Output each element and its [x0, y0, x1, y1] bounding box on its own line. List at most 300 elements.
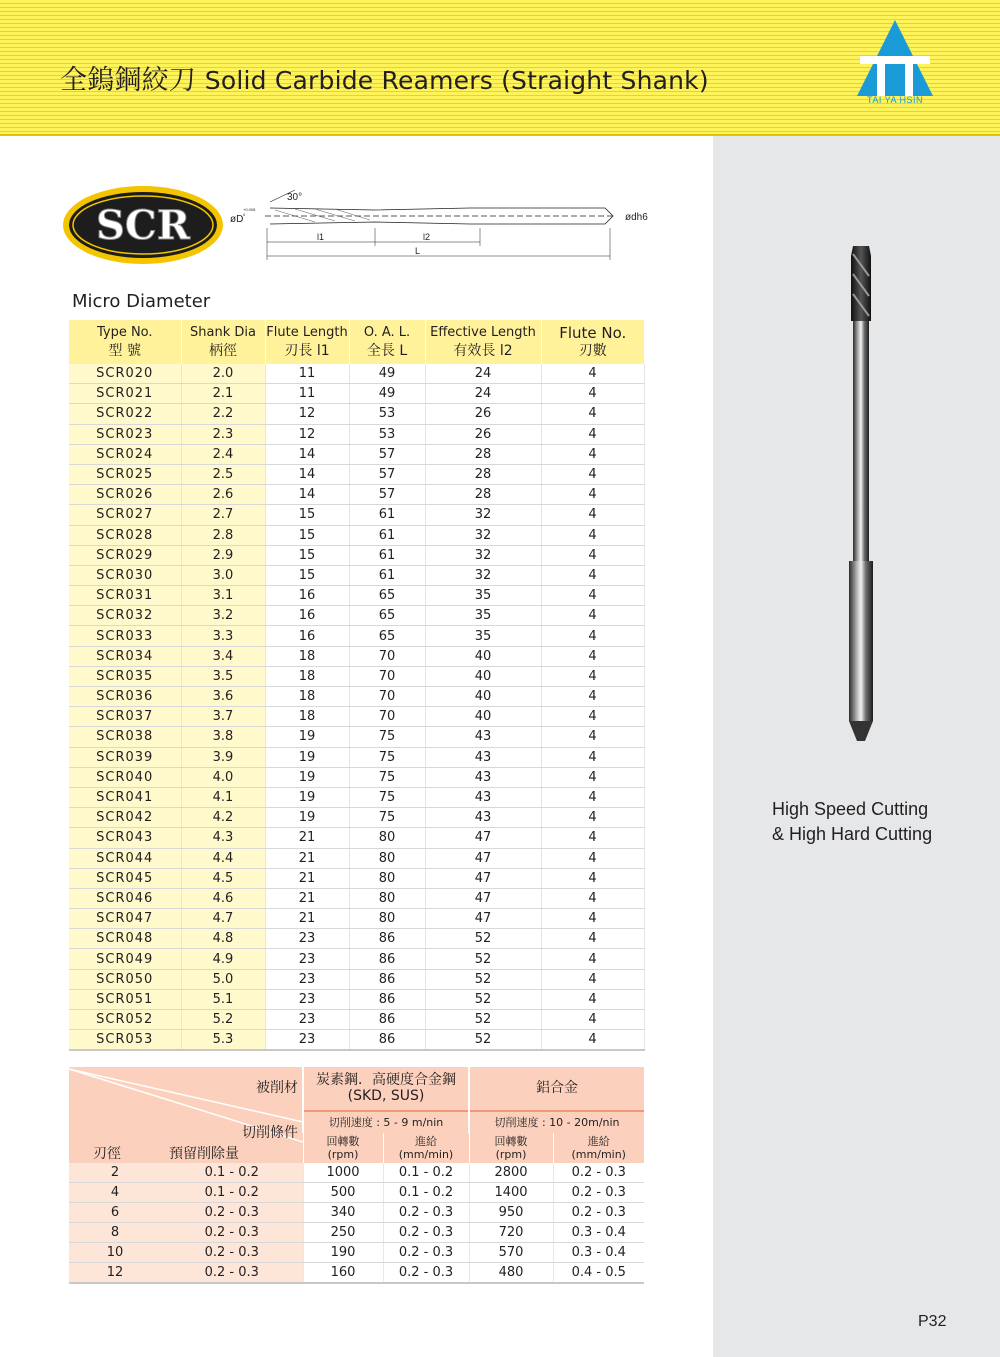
- table-cell: 4: [541, 707, 644, 727]
- table-cell: 2.9: [181, 545, 265, 565]
- table-row: [69, 828, 644, 848]
- table-row: [69, 767, 644, 787]
- table-cell: 16: [265, 606, 349, 626]
- diameter-label: 刃徑: [93, 1146, 121, 1162]
- table-cell: 49: [349, 364, 425, 384]
- spec-header-row: [69, 320, 644, 364]
- table-cell: 0.3 - 0.4: [553, 1243, 644, 1263]
- table-cell: 4: [541, 687, 644, 707]
- table-cell: 19: [265, 747, 349, 767]
- table-row: [69, 747, 644, 767]
- table-cell: 570: [469, 1243, 553, 1263]
- table-cell: 6: [69, 1203, 161, 1223]
- table-cell: 23: [265, 929, 349, 949]
- table-cell: SCR043: [69, 828, 181, 848]
- table-row: [69, 1010, 644, 1030]
- table-cell: 26: [425, 404, 541, 424]
- table-cell: 23: [265, 1010, 349, 1030]
- table-cell: 4: [541, 989, 644, 1009]
- table-row: [69, 626, 644, 646]
- badge-text: SCR: [96, 202, 190, 249]
- table-cell: 80: [349, 828, 425, 848]
- table-cell: 0.1 - 0.2: [161, 1183, 303, 1203]
- table-cell: 8: [69, 1223, 161, 1243]
- table-cell: 52: [425, 929, 541, 949]
- sidebar-panel: [713, 136, 1000, 1357]
- table-cell: SCR020: [69, 364, 181, 384]
- table-cell: 65: [349, 606, 425, 626]
- table-cell: 40: [425, 687, 541, 707]
- table-cell: 190: [303, 1243, 383, 1263]
- table-cell: 4.7: [181, 909, 265, 929]
- l1-label: l1: [317, 232, 325, 242]
- table-cell: SCR021: [69, 384, 181, 404]
- table-cell: 53: [349, 424, 425, 444]
- table-cell: 75: [349, 767, 425, 787]
- table-cell: SCR048: [69, 929, 181, 949]
- table-cell: 15: [265, 565, 349, 585]
- table-cell: 70: [349, 687, 425, 707]
- table-cell: 4: [541, 464, 644, 484]
- table-cell: 47: [425, 888, 541, 908]
- table-cell: 52: [425, 989, 541, 1009]
- table-cell: SCR044: [69, 848, 181, 868]
- table-row: [69, 868, 644, 888]
- table-cell: 47: [425, 868, 541, 888]
- section-title: Micro Diameter: [72, 291, 211, 312]
- table-cell: 24: [425, 364, 541, 384]
- table-cell: 28: [425, 464, 541, 484]
- table-cell: 12: [265, 404, 349, 424]
- title-en: Solid Carbide Reamers (Straight Shank): [204, 66, 709, 95]
- table-row: [69, 545, 644, 565]
- table-cell: 4.3: [181, 828, 265, 848]
- table-cell: SCR038: [69, 727, 181, 747]
- table-cell: SCR034: [69, 646, 181, 666]
- table-cell: 52: [425, 1010, 541, 1030]
- table-cell: 4: [541, 767, 644, 787]
- table-cell: 28: [425, 485, 541, 505]
- table-cell: 1400: [469, 1183, 553, 1203]
- table-cell: SCR033: [69, 626, 181, 646]
- table-row: [69, 444, 644, 464]
- table-cell: 47: [425, 828, 541, 848]
- header-flute-length: Flute Length 刃長 l1: [265, 320, 349, 364]
- table-cell: SCR022: [69, 404, 181, 424]
- reamer-diagram: [225, 188, 665, 268]
- table-cell: 32: [425, 525, 541, 545]
- table-cell: 4: [541, 929, 644, 949]
- table-row: [69, 687, 644, 707]
- table-cell: SCR032: [69, 606, 181, 626]
- table-cell: SCR029: [69, 545, 181, 565]
- table-cell: SCR025: [69, 464, 181, 484]
- table-cell: 4: [541, 868, 644, 888]
- table-row: [69, 1203, 644, 1223]
- condition-label: 切削條件: [242, 1125, 298, 1141]
- table-cell: SCR042: [69, 808, 181, 828]
- header-flute-no: Flute No. 刃數: [541, 320, 644, 364]
- table-cell: 18: [265, 707, 349, 727]
- table-row: [69, 888, 644, 908]
- table-cell: 0.2 - 0.3: [553, 1163, 644, 1183]
- table-cell: 53: [349, 404, 425, 424]
- table-row: [69, 1030, 644, 1051]
- table-cell: 86: [349, 949, 425, 969]
- l2-label: l2: [423, 232, 431, 242]
- table-cell: 4: [541, 969, 644, 989]
- table-cell: SCR052: [69, 1010, 181, 1030]
- title-zh: 全鎢鋼絞刀: [60, 65, 196, 96]
- table-row: [69, 787, 644, 807]
- cutting-table: [69, 1067, 644, 1284]
- table-cell: 43: [425, 787, 541, 807]
- table-cell: 5.2: [181, 1010, 265, 1030]
- table-cell: 4: [541, 747, 644, 767]
- table-cell: 57: [349, 464, 425, 484]
- table-cell: 10: [69, 1243, 161, 1263]
- dh-label: ødh6: [625, 212, 648, 223]
- table-cell: 80: [349, 909, 425, 929]
- angle-label: 30°: [287, 192, 303, 203]
- table-cell: 4: [541, 525, 644, 545]
- table-cell: SCR039: [69, 747, 181, 767]
- table-cell: 0.2 - 0.3: [553, 1183, 644, 1203]
- table-cell: 720: [469, 1223, 553, 1243]
- table-cell: SCR047: [69, 909, 181, 929]
- table-cell: 2.2: [181, 404, 265, 424]
- table-cell: 0.4 - 0.5: [553, 1263, 644, 1284]
- logo-text: TAI YA HSIN: [866, 95, 923, 105]
- table-cell: 80: [349, 848, 425, 868]
- table-cell: 0.2 - 0.3: [383, 1223, 469, 1243]
- table-cell: 47: [425, 848, 541, 868]
- tagline-line1: High Speed Cutting: [772, 799, 929, 819]
- table-cell: 0.2 - 0.3: [383, 1243, 469, 1263]
- table-row: [69, 727, 644, 747]
- table-cell: 18: [265, 646, 349, 666]
- table-cell: 19: [265, 727, 349, 747]
- table-cell: 0.2 - 0.3: [553, 1203, 644, 1223]
- table-cell: 0.2 - 0.3: [383, 1263, 469, 1284]
- table-cell: 3.9: [181, 747, 265, 767]
- table-cell: 75: [349, 727, 425, 747]
- header-effective-length: Effective Length 有效長 l2: [425, 320, 541, 364]
- table-cell: 4: [541, 505, 644, 525]
- table-cell: 4: [541, 828, 644, 848]
- table-cell: 65: [349, 586, 425, 606]
- group1-speed: 切削速度 : 5 - 9 m/nin: [303, 1111, 469, 1133]
- table-cell: 4: [541, 949, 644, 969]
- table-cell: SCR030: [69, 565, 181, 585]
- table-cell: 52: [425, 1030, 541, 1051]
- page-title: [60, 58, 709, 97]
- table-row: [69, 909, 644, 929]
- table-row: [69, 565, 644, 585]
- table-cell: 3.8: [181, 727, 265, 747]
- table-row: [69, 666, 644, 686]
- table-cell: 70: [349, 646, 425, 666]
- table-cell: SCR046: [69, 888, 181, 908]
- table-cell: 2.7: [181, 505, 265, 525]
- table-cell: 3.0: [181, 565, 265, 585]
- table-cell: SCR024: [69, 444, 181, 464]
- table-cell: 2.0: [181, 364, 265, 384]
- table-cell: 2.8: [181, 525, 265, 545]
- g1-rpm-header: 回轉數 (rpm): [303, 1133, 383, 1163]
- table-cell: 75: [349, 787, 425, 807]
- table-cell: 24: [425, 384, 541, 404]
- table-cell: 80: [349, 868, 425, 888]
- table-cell: 32: [425, 505, 541, 525]
- table-cell: 4.5: [181, 868, 265, 888]
- table-cell: 70: [349, 707, 425, 727]
- page-number: P32: [918, 1313, 947, 1330]
- table-cell: 14: [265, 464, 349, 484]
- table-row: [69, 404, 644, 424]
- tol-lower: 0: [243, 212, 246, 217]
- table-cell: 16: [265, 626, 349, 646]
- table-cell: 3.2: [181, 606, 265, 626]
- table-cell: 4: [541, 909, 644, 929]
- table-cell: SCR040: [69, 767, 181, 787]
- table-cell: 19: [265, 767, 349, 787]
- table-cell: 21: [265, 888, 349, 908]
- table-cell: 43: [425, 727, 541, 747]
- table-cell: 21: [265, 909, 349, 929]
- table-cell: 28: [425, 444, 541, 464]
- table-row: [69, 384, 644, 404]
- g2-rpm-header: 回轉數 (rpm): [469, 1133, 553, 1163]
- table-cell: 2800: [469, 1163, 553, 1183]
- table-cell: 4: [541, 646, 644, 666]
- header-type: Type No. 型 號: [69, 320, 181, 364]
- table-cell: SCR036: [69, 687, 181, 707]
- table-cell: 4: [541, 404, 644, 424]
- table-cell: 4: [541, 384, 644, 404]
- table-row: [69, 505, 644, 525]
- table-cell: 2.4: [181, 444, 265, 464]
- table-cell: 3.7: [181, 707, 265, 727]
- table-cell: SCR028: [69, 525, 181, 545]
- table-row: [69, 808, 644, 828]
- table-cell: 43: [425, 808, 541, 828]
- table-row: [69, 848, 644, 868]
- table-cell: 15: [265, 525, 349, 545]
- table-cell: 61: [349, 525, 425, 545]
- table-row: [69, 646, 644, 666]
- table-cell: 35: [425, 586, 541, 606]
- table-cell: 21: [265, 848, 349, 868]
- table-cell: 57: [349, 485, 425, 505]
- table-row: [69, 949, 644, 969]
- table-cell: 52: [425, 969, 541, 989]
- table-cell: 4: [541, 444, 644, 464]
- table-cell: 4: [541, 545, 644, 565]
- table-cell: 5.0: [181, 969, 265, 989]
- table-cell: 0.2 - 0.3: [383, 1203, 469, 1223]
- table-cell: 40: [425, 707, 541, 727]
- table-cell: 3.3: [181, 626, 265, 646]
- table-cell: SCR023: [69, 424, 181, 444]
- table-cell: 4: [541, 848, 644, 868]
- spec-table: [69, 320, 645, 1051]
- table-row: [69, 606, 644, 626]
- table-cell: 26: [425, 424, 541, 444]
- table-cell: SCR053: [69, 1030, 181, 1051]
- table-cell: 500: [303, 1183, 383, 1203]
- g2-feed-header: 進給 (mm/min): [553, 1133, 644, 1163]
- L-label: L: [415, 246, 421, 256]
- table-cell: 18: [265, 666, 349, 686]
- group1-header: 炭素鋼．高硬度合金鋼 (SKD, SUS): [303, 1067, 469, 1111]
- table-cell: 61: [349, 545, 425, 565]
- table-cell: 1000: [303, 1163, 383, 1183]
- table-cell: 0.2 - 0.3: [161, 1263, 303, 1284]
- table-cell: 75: [349, 747, 425, 767]
- table-cell: SCR027: [69, 505, 181, 525]
- table-cell: 11: [265, 364, 349, 384]
- table-cell: 86: [349, 969, 425, 989]
- table-cell: 86: [349, 929, 425, 949]
- tol-upper: +0.008: [243, 207, 256, 212]
- material-label: 被削材: [256, 1080, 298, 1096]
- table-row: [69, 364, 644, 384]
- table-cell: 12: [69, 1263, 161, 1284]
- table-row: [69, 1243, 644, 1263]
- table-cell: SCR045: [69, 868, 181, 888]
- table-cell: 35: [425, 626, 541, 646]
- table-cell: 23: [265, 949, 349, 969]
- table-cell: 15: [265, 545, 349, 565]
- table-row: [69, 525, 644, 545]
- table-cell: 11: [265, 384, 349, 404]
- table-cell: 4.0: [181, 767, 265, 787]
- table-cell: 43: [425, 767, 541, 787]
- table-cell: 2.3: [181, 424, 265, 444]
- table-cell: 4.9: [181, 949, 265, 969]
- table-cell: 4: [541, 626, 644, 646]
- table-cell: SCR035: [69, 666, 181, 686]
- table-cell: 2: [69, 1163, 161, 1183]
- table-cell: 4: [541, 727, 644, 747]
- table-cell: 5.3: [181, 1030, 265, 1051]
- table-row: [69, 989, 644, 1009]
- table-cell: 16: [265, 586, 349, 606]
- table-cell: 86: [349, 1030, 425, 1051]
- table-cell: 23: [265, 969, 349, 989]
- table-cell: 52: [425, 949, 541, 969]
- table-cell: 4.1: [181, 787, 265, 807]
- table-cell: 12: [265, 424, 349, 444]
- table-cell: 3.4: [181, 646, 265, 666]
- table-cell: 18: [265, 687, 349, 707]
- group2-speed: 切削速度 : 10 - 20m/nin: [469, 1111, 644, 1133]
- table-cell: 4: [541, 666, 644, 686]
- table-row: [69, 485, 644, 505]
- table-cell: 480: [469, 1263, 553, 1284]
- reamer-product-image: [831, 246, 891, 746]
- table-cell: 0.1 - 0.2: [161, 1163, 303, 1183]
- cutting-diagonal-header: [69, 1067, 303, 1163]
- table-cell: 86: [349, 1010, 425, 1030]
- table-cell: 340: [303, 1203, 383, 1223]
- table-cell: 4: [69, 1183, 161, 1203]
- table-row: [69, 929, 644, 949]
- table-cell: SCR041: [69, 787, 181, 807]
- table-cell: 40: [425, 666, 541, 686]
- header-shank: Shank Dia 柄徑: [181, 320, 265, 364]
- table-cell: SCR037: [69, 707, 181, 727]
- table-cell: 65: [349, 626, 425, 646]
- table-cell: 4.8: [181, 929, 265, 949]
- table-cell: 4: [541, 364, 644, 384]
- table-cell: 43: [425, 747, 541, 767]
- table-cell: SCR026: [69, 485, 181, 505]
- table-cell: 14: [265, 485, 349, 505]
- table-cell: 4: [541, 586, 644, 606]
- table-cell: 2.6: [181, 485, 265, 505]
- table-cell: 14: [265, 444, 349, 464]
- table-cell: 160: [303, 1263, 383, 1284]
- d-label: øD: [230, 214, 244, 225]
- table-cell: 32: [425, 545, 541, 565]
- tagline-line2: & High Hard Cutting: [772, 824, 933, 844]
- table-row: [69, 464, 644, 484]
- table-row: [69, 707, 644, 727]
- table-cell: 35: [425, 606, 541, 626]
- table-cell: 19: [265, 787, 349, 807]
- table-cell: 61: [349, 565, 425, 585]
- table-row: [69, 1183, 644, 1203]
- table-cell: SCR049: [69, 949, 181, 969]
- table-cell: 3.1: [181, 586, 265, 606]
- table-cell: 4: [541, 1030, 644, 1051]
- table-cell: 21: [265, 868, 349, 888]
- table-cell: 5.1: [181, 989, 265, 1009]
- table-cell: 4: [541, 808, 644, 828]
- table-cell: 0.3 - 0.4: [553, 1223, 644, 1243]
- table-cell: 4: [541, 606, 644, 626]
- table-cell: 40: [425, 646, 541, 666]
- table-cell: 21: [265, 828, 349, 848]
- table-cell: 4: [541, 485, 644, 505]
- table-row: [69, 1163, 644, 1183]
- table-cell: 4.4: [181, 848, 265, 868]
- g1-feed-header: 進給 (mm/min): [383, 1133, 469, 1163]
- table-cell: 4: [541, 1010, 644, 1030]
- table-cell: 4: [541, 787, 644, 807]
- table-cell: 0.2 - 0.3: [161, 1243, 303, 1263]
- table-cell: 32: [425, 565, 541, 585]
- scr-badge: [62, 185, 224, 265]
- table-cell: 86: [349, 989, 425, 1009]
- table-cell: 4.2: [181, 808, 265, 828]
- allowance-label: 預留削除量: [169, 1146, 239, 1162]
- table-row: [69, 1263, 644, 1284]
- table-row: [69, 586, 644, 606]
- table-cell: 0.1 - 0.2: [383, 1183, 469, 1203]
- table-cell: 4: [541, 424, 644, 444]
- sidebar-tagline: [772, 797, 932, 847]
- table-cell: 4.6: [181, 888, 265, 908]
- table-cell: 23: [265, 1030, 349, 1051]
- table-cell: 75: [349, 808, 425, 828]
- table-cell: 19: [265, 808, 349, 828]
- header-oal: O. A. L. 全長 L: [349, 320, 425, 364]
- table-cell: 57: [349, 444, 425, 464]
- table-cell: 2.1: [181, 384, 265, 404]
